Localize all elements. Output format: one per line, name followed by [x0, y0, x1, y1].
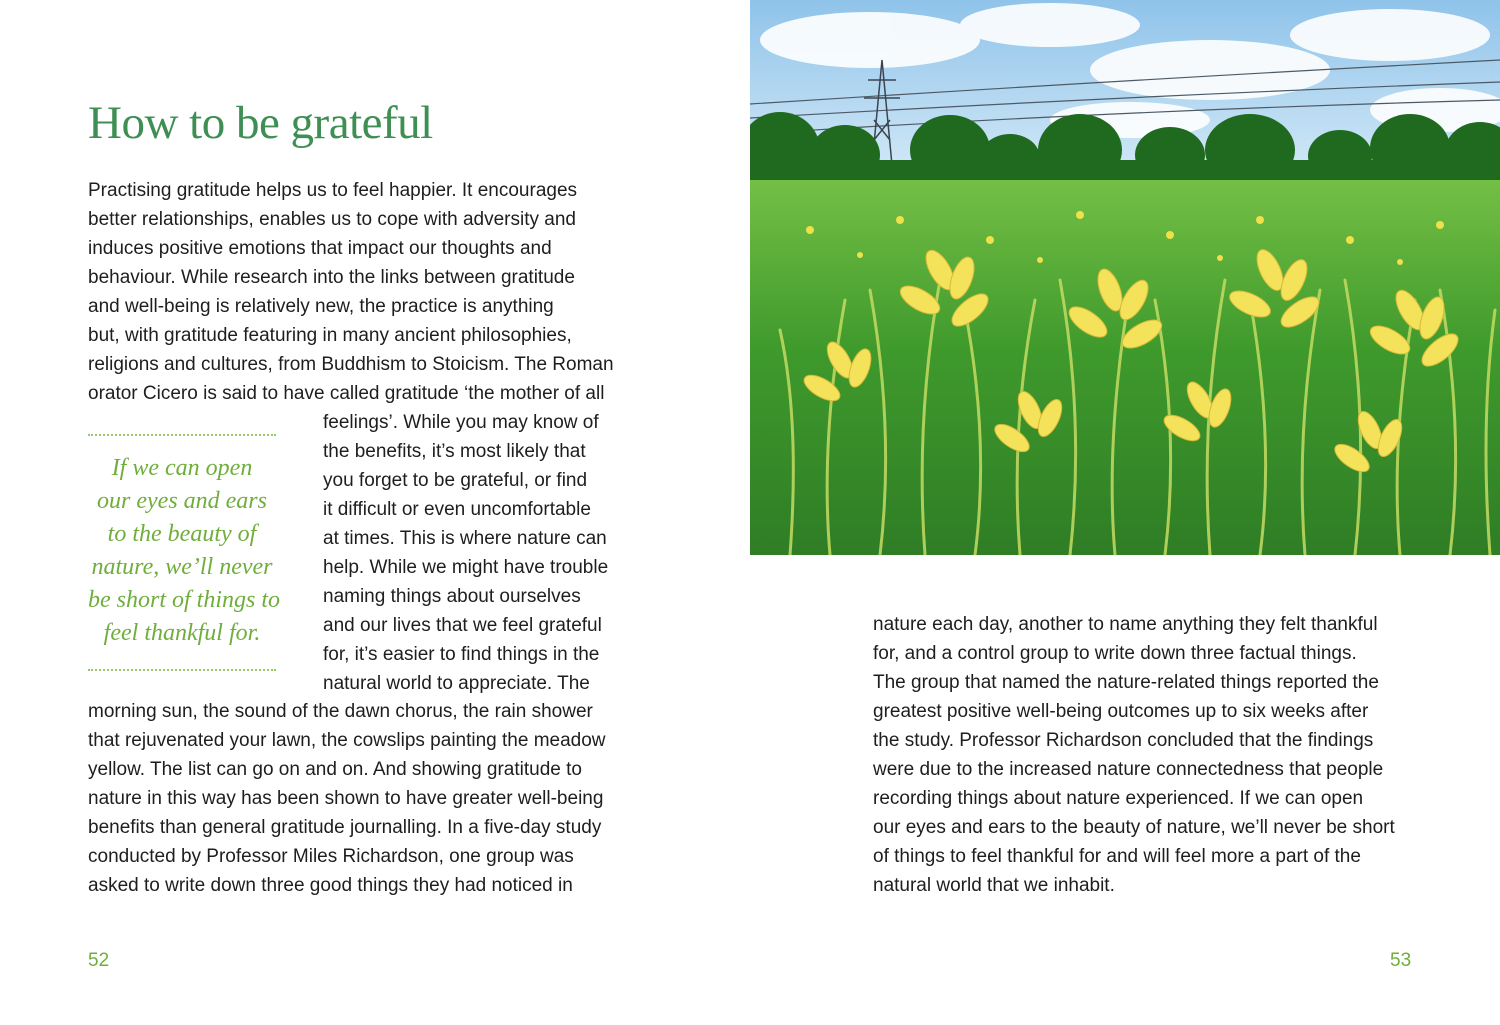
body-paragraph-top: [88, 176, 614, 408]
pull-quote-line: nature, we’ll never: [91, 554, 273, 580]
page-number: 53: [1390, 950, 1412, 971]
text-line: help. While we might have trouble: [323, 557, 609, 578]
text-line: natural world to appreciate. The: [323, 673, 590, 694]
text-line: you forget to be grateful, or find: [323, 470, 588, 491]
meadow-cowslip-illustration: [750, 0, 1500, 555]
pull-quote-line: If we can open: [111, 455, 253, 481]
text-line: that rejuvenated your lawn, the cowslips painting the meadow: [88, 730, 606, 751]
right-page: [750, 0, 1500, 1025]
text-line: nature in this way has been shown to have greater well-being: [88, 788, 604, 809]
text-line: nature each day, another to name anything they felt thankful: [873, 614, 1378, 635]
text-line: naming things about ourselves: [323, 586, 581, 607]
pull-quote-line: feel thankful for.: [103, 620, 261, 646]
text-line: conducted by Professor Miles Richardson, one group was: [88, 846, 574, 867]
text-line: orator Cicero is said to have called gratitude ‘the mother of all: [88, 383, 605, 404]
text-line: of things to feel thankful for and will feel more a part of the: [873, 846, 1361, 867]
text-line: feelings’. While you may know of: [323, 412, 599, 433]
text-line: greatest positive well-being outcomes up to six weeks after: [873, 701, 1369, 722]
text-line: and well-being is relatively new, the practice is anything: [88, 296, 554, 317]
body-paragraph-right: [873, 610, 1395, 900]
text-line: behaviour. While research into the links between gratitude: [88, 267, 575, 288]
body-paragraph-wrapped: [323, 408, 608, 698]
text-line: Practising gratitude helps us to feel happier. It encourages: [88, 180, 578, 201]
text-line: morning sun, the sound of the dawn chorus, the rain shower: [88, 701, 593, 722]
text-line: for, and a control group to write down three factual things.: [873, 643, 1357, 664]
text-line: but, with gratitude featuring in many ancient philosophies,: [88, 325, 572, 346]
pull-quote-line: our eyes and ears: [97, 488, 267, 514]
text-line: religions and cultures, from Buddhism to Stoicism. The Roman: [88, 354, 614, 375]
pull-quote-line: to the beauty of: [107, 521, 257, 547]
text-line: The group that named the nature-related things reported the: [873, 672, 1379, 693]
text-line: for, it’s easier to find things in the: [323, 644, 600, 665]
text-line: recording things about nature experienced. If we can open: [873, 788, 1364, 809]
text-line: induces positive emotions that impact our thoughts and: [88, 238, 552, 259]
text-line: and our lives that we feel grateful: [323, 615, 602, 636]
text-line: our eyes and ears to the beauty of nature, we’ll never be short: [873, 817, 1395, 838]
pull-quote: [88, 434, 281, 671]
text-line: benefits than general gratitude journalling. In a five-day study: [88, 817, 602, 838]
text-line: natural world that we inhabit.: [873, 875, 1115, 896]
page-number: 52: [88, 950, 110, 971]
body-paragraph-bottom: [88, 697, 606, 900]
text-line: were due to the increased nature connectedness that people: [873, 759, 1384, 780]
text-line: it difficult or even uncomfortable: [323, 499, 591, 520]
page-title: How to be grateful: [88, 97, 433, 149]
text-line: yellow. The list can go on and on. And showing gratitude to: [88, 759, 582, 780]
text-line: better relationships, enables us to cope with adversity and: [88, 209, 576, 230]
pull-quote-line: be short of things to: [88, 587, 281, 613]
text-line: the study. Professor Richardson concluded that the findings: [873, 730, 1374, 751]
text-line: at times. This is where nature can: [323, 528, 607, 549]
text-line: the benefits, it’s most likely that: [323, 441, 586, 462]
text-line: asked to write down three good things they had noticed in: [88, 875, 573, 896]
